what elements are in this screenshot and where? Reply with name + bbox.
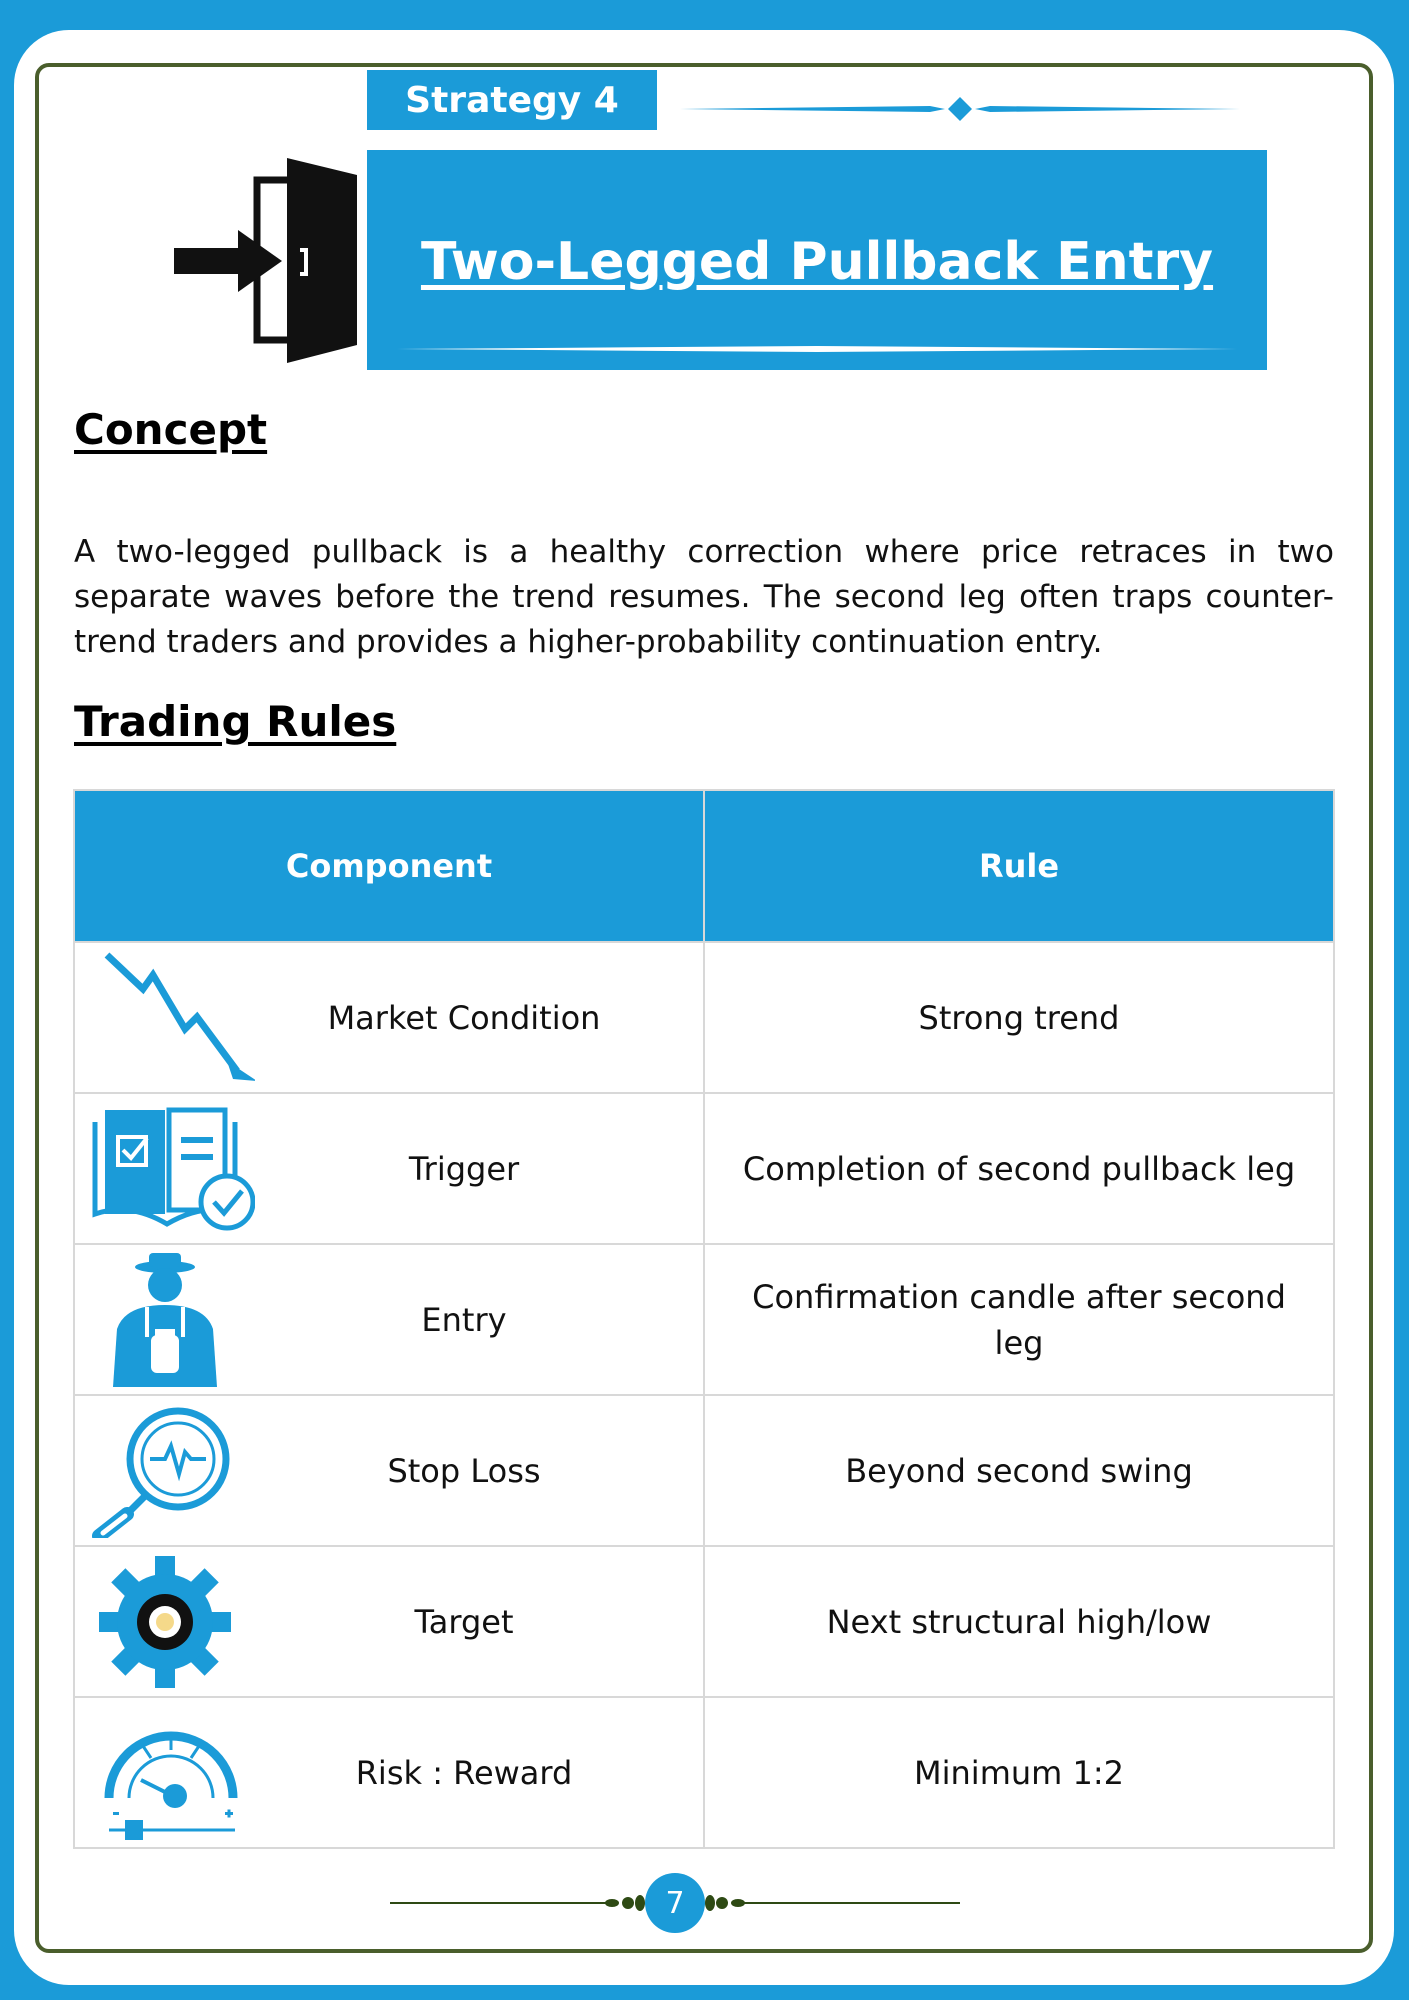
title-banner bbox=[367, 150, 1267, 370]
concept-heading: Concept bbox=[74, 405, 268, 454]
table-row bbox=[74, 1093, 1334, 1244]
page-title: Two-Legged Pullback Entry bbox=[420, 232, 1214, 292]
trader-icon bbox=[85, 1253, 255, 1387]
rule-cell: Beyond second swing bbox=[704, 1395, 1334, 1546]
table-row bbox=[74, 942, 1334, 1093]
ornament-line bbox=[680, 95, 1240, 123]
component-cell bbox=[74, 942, 704, 1093]
component-label: Market Condition bbox=[327, 998, 601, 1037]
rule-cell: Next structural high/low bbox=[704, 1546, 1334, 1697]
checklist-book-icon bbox=[85, 1102, 255, 1236]
table-row bbox=[74, 1244, 1334, 1395]
rule-cell: Completion of second pullback leg bbox=[704, 1093, 1334, 1244]
component-label: Trigger bbox=[408, 1149, 520, 1188]
magnifier-pulse-icon bbox=[85, 1404, 255, 1538]
rule-cell: Minimum 1:2 bbox=[704, 1697, 1334, 1848]
table-header-row bbox=[74, 790, 1334, 942]
component-label: Stop Loss bbox=[387, 1451, 541, 1490]
component-label: Target bbox=[414, 1602, 514, 1641]
component-cell bbox=[74, 1697, 704, 1848]
table-row bbox=[74, 1395, 1334, 1546]
component-cell bbox=[74, 1395, 704, 1546]
rule-cell: Confirmation candle after second leg bbox=[704, 1244, 1334, 1395]
component-label: Entry bbox=[421, 1300, 507, 1339]
concept-text: A two-legged pullback is a healthy correction where price retraces in two separate waves before the trend resumes. The second leg often traps counter-trend traders and provides a higher-probability continuation entry. bbox=[74, 534, 1334, 660]
rules-table bbox=[73, 789, 1335, 1849]
table-row bbox=[74, 1546, 1334, 1697]
page-number: 7 bbox=[645, 1873, 705, 1933]
component-label: Risk : Reward bbox=[355, 1753, 573, 1792]
component-cell bbox=[74, 1546, 704, 1697]
door-entry-icon bbox=[172, 155, 362, 365]
strategy-badge: Strategy 4 bbox=[367, 70, 657, 130]
column-header-component: Component bbox=[74, 790, 704, 942]
rule-cell: Strong trend bbox=[704, 942, 1334, 1093]
component-cell bbox=[74, 1244, 704, 1395]
gear-target-icon bbox=[85, 1555, 255, 1689]
component-cell bbox=[74, 1093, 704, 1244]
column-header-rule: Rule bbox=[704, 790, 1334, 942]
title-underline-ornament bbox=[397, 344, 1237, 354]
trading-rules-heading: Trading Rules bbox=[74, 697, 397, 746]
table-row bbox=[74, 1697, 1334, 1848]
